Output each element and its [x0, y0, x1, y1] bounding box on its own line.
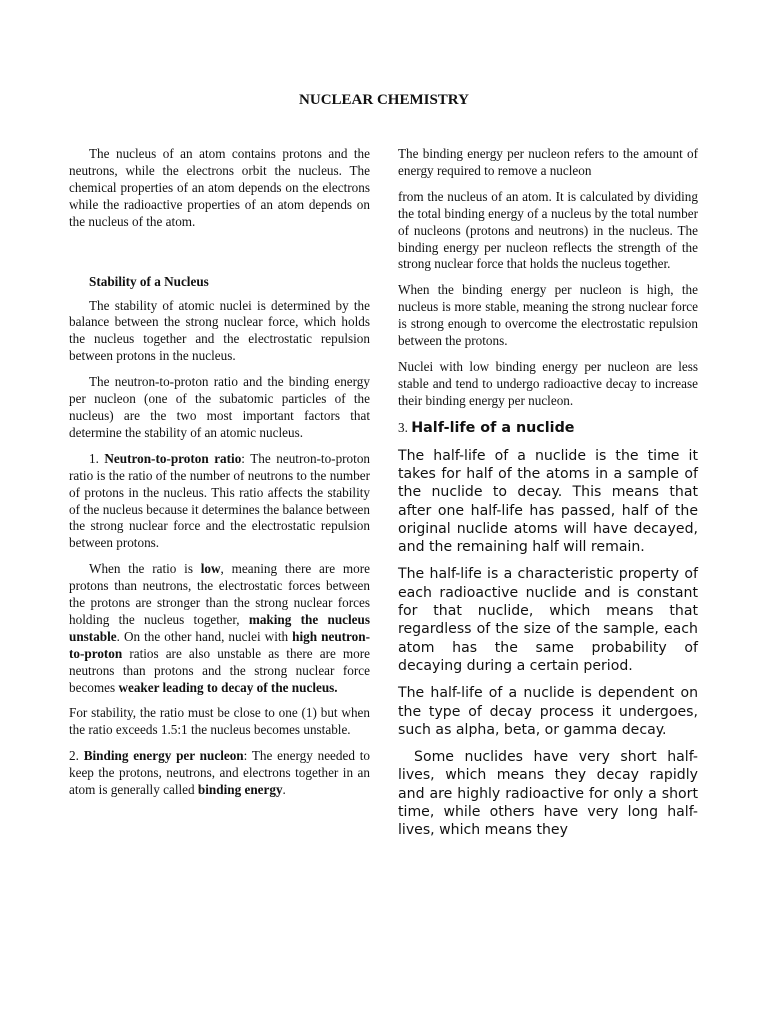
text-run: .	[282, 782, 286, 798]
half-life-paragraph-2: The half-life is a characteristic property of each radioactive nuclide and is constant for that nuclide, which means that regardless of the size of the sample, each atom has the same probability of decaying during a certain period.	[398, 566, 698, 674]
stability-heading: Stability of a Nucleus	[89, 273, 209, 289]
intro-paragraph: The nucleus of an atom contains protons and the neutrons, while the electrons orbit the nucleus. The chemical properties of an atom depends on the electrons while the radioactive properties of an atom depends on the nucleus of the atom.	[69, 146, 370, 229]
half-life-paragraph-1: The half-life of a nuclide is the time it takes for half of the atoms in a sample of the nuclide to decay. This means that after one half-life has passed, half of the original nuclide atoms will have decayed, and the remaining half will remain.	[398, 447, 698, 556]
bold-run: high neutron-to-proton	[69, 628, 370, 661]
half-life-paragraph-4: Some nuclides have very short half-lives, which means they decay rapidly and are highly radioactive for only a short time, while others have very long half-lives, which means they	[398, 749, 698, 839]
item-number: 2.	[69, 748, 79, 764]
text-run: , meaning there are more protons than neutrons, the electrostatic forces between the protons are stronger than the strong nuclear forces holding the nucleus together,	[69, 561, 370, 627]
right-column	[398, 146, 698, 849]
ratio-paragraph	[69, 561, 370, 696]
item-text: : The energy needed to keep the protons, neutrons, and electrons together in an atom is generally called	[69, 748, 371, 798]
heading-text: Half-life of a nuclide	[411, 419, 575, 436]
bold-run: binding energy	[197, 782, 283, 798]
bold-run: making the nucleus unstable	[69, 611, 370, 644]
text-run: . On the other hand, nuclei with	[116, 628, 293, 644]
neutron-proton-ratio-item	[69, 451, 370, 552]
half-life-section	[398, 419, 698, 840]
text-run: When the ratio is	[89, 561, 201, 577]
stability-ratio-paragraph: For stability, the ratio must be close to one (1) but when the ratio exceeds 1.5:1 the nucleus becomes unstable.	[69, 705, 370, 738]
text-run: ratios are also unstable as there are more neutrons than protons and the strong nuclear force becomes	[69, 645, 370, 695]
left-column	[69, 146, 370, 808]
item-number: 1.	[89, 450, 99, 466]
item-term: Neutron-to-proton ratio	[104, 450, 242, 466]
binding-energy-paragraph-4: Nuclei with low binding energy per nucleon are less stable and tend to undergo radioactive decay to increase their binding energy per nucleon.	[398, 358, 698, 408]
binding-energy-section	[398, 146, 698, 410]
stability-paragraph-1: The stability of atomic nuclei is determined by the balance between the strong nuclear force, which holds the nucleus together and the electrostatic repulsion between protons in the nucleus.	[69, 297, 370, 364]
binding-energy-paragraph-2: from the nucleus of an atom. It is calculated by dividing the total binding energy of a nucleus by the total number of nucleons (protons and neutrons) in the nucleus. The binding energy per nucleon reflects the strength of the strong nuclear force that holds the nucleus together.	[398, 188, 698, 272]
bold-run: weaker leading to decay of the nucleus.	[118, 679, 338, 695]
page-title: NUCLEAR CHEMISTRY	[299, 92, 469, 108]
item-term: Binding energy per nucleon	[83, 748, 244, 764]
item-text: : The neutron-to-proton ratio is the ratio of the number of neutrons to the number of protons in the nucleus. This ratio affects the stability of the nucleus because it determines the balance between the strong nuclear force and the electrostatic repulsion between protons.	[69, 450, 371, 551]
section-gap	[69, 240, 370, 273]
binding-energy-paragraph-1: The binding energy per nucleon refers to the amount of energy required to remove a nucleon	[398, 146, 698, 178]
bold-run: low	[200, 561, 221, 577]
heading-number: 3.	[398, 419, 412, 435]
binding-energy-paragraph-3: When the binding energy per nucleon is high, the nucleus is more stable, meaning the strong nuclear force is strong enough to overcome the electrostatic repulsion between the protons.	[398, 282, 698, 349]
half-life-paragraph-3: The half-life of a nuclide is dependent on the type of decay process it undergoes, such as alpha, beta, or gamma decay.	[398, 685, 698, 738]
binding-energy-item	[69, 748, 370, 799]
stability-paragraph-2: The neutron-to-proton ratio and the binding energy per nucleon (one of the subatomic particles of the nucleus) are the two most important factors that determine the stability of an atomic nucleus.	[69, 374, 370, 440]
half-life-heading	[398, 419, 698, 437]
